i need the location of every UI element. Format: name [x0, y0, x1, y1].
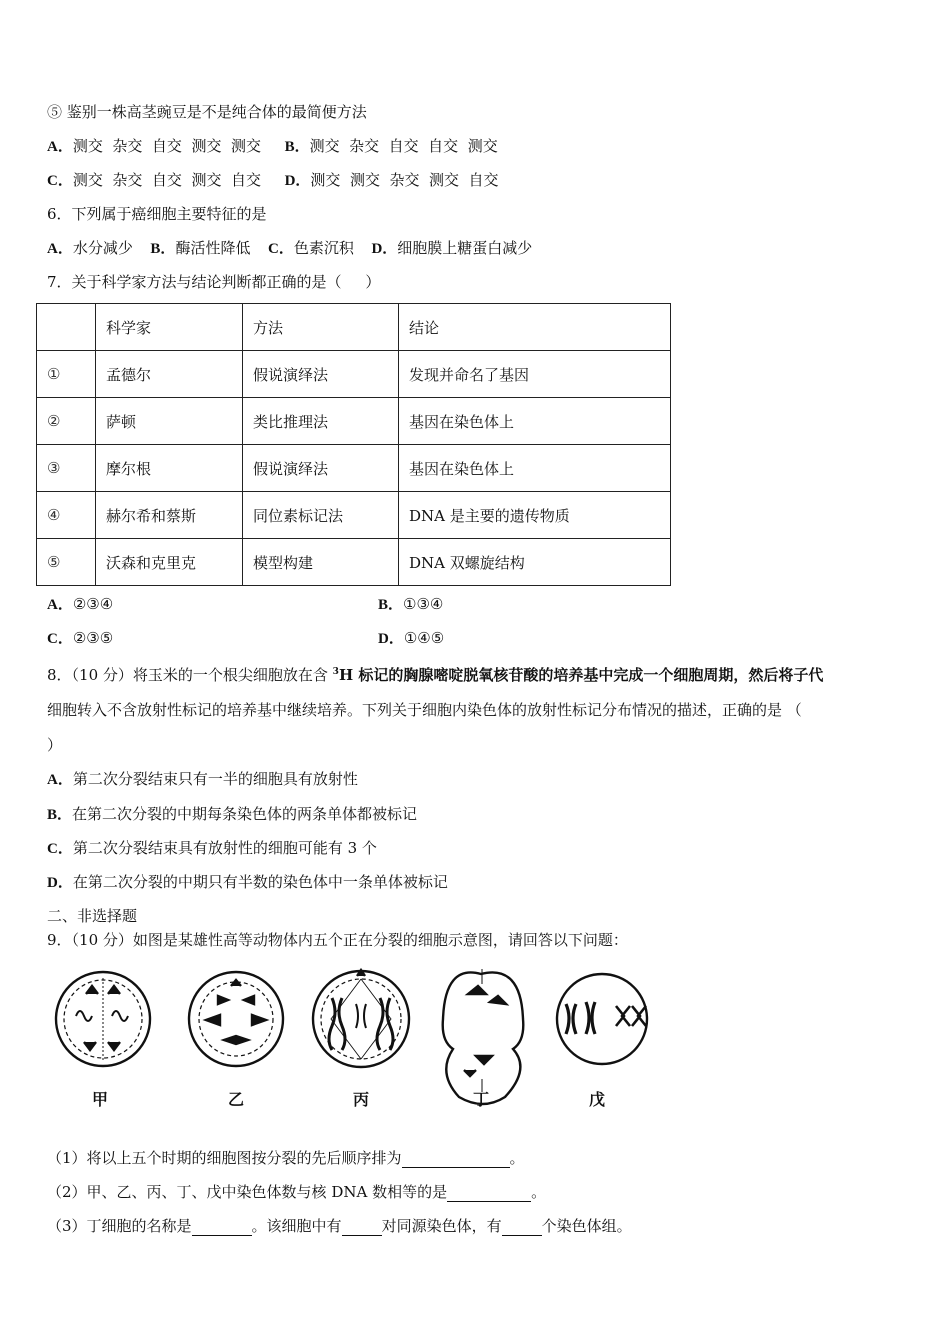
table-cell: 基因在染色体上	[399, 398, 671, 445]
q7-optA-label: A．	[47, 597, 73, 613]
q9-part3	[47, 1216, 632, 1236]
q8-optB-value: 在第二次分裂的中期每条染色体的两条单体都被标记	[72, 805, 418, 823]
table-cell: 假说演绎法	[243, 351, 399, 398]
q8-optC	[47, 838, 377, 859]
cell-label-bing: 丙	[353, 1090, 370, 1109]
q8-stem-1b: H 标记的胸腺嘧啶脱氧核苷酸的培养基中完成一个细胞周期，然后将子代	[338, 666, 824, 684]
q6-optD-label: D．	[371, 241, 398, 257]
q6-optD: 细胞膜上糖蛋白减少	[397, 239, 533, 257]
table-cell: ⑤	[37, 539, 96, 586]
q9-part1-text: （1）将以上五个时期的细胞图按分裂的先后顺序排为	[47, 1149, 402, 1167]
answer-blank[interactable]	[502, 1219, 542, 1236]
q9-part2	[47, 1182, 546, 1202]
table-cell: 基因在染色体上	[399, 445, 671, 492]
q9-part3-c: 对同源染色体，有	[381, 1217, 502, 1235]
table-cell: ①	[37, 351, 96, 398]
cell-ding-diagram	[443, 969, 524, 1104]
table-cell: DNA 双螺旋结构	[399, 539, 671, 586]
table-row	[37, 351, 671, 398]
table-header-cell: 方法	[243, 304, 399, 351]
q5-optD-label: D．	[284, 173, 311, 189]
q6-optB: 酶活性降低	[175, 239, 251, 257]
q5-options-ab	[47, 136, 498, 157]
q7-optC-label: C．	[47, 631, 73, 647]
q9-part1-end: 。	[509, 1149, 525, 1167]
q7-optC-value: ②③⑤	[72, 629, 114, 647]
q5-item5: ⑤ 鉴别一株高茎豌豆是不是纯合体的最简便方法	[47, 103, 367, 121]
table-cell: 沃森和克里克	[96, 539, 243, 586]
q8-stem-line1	[47, 662, 823, 685]
cell-label-jia: 甲	[92, 1090, 109, 1109]
q7-optC	[47, 628, 113, 649]
q9-part3-a: （3）丁细胞的名称是	[47, 1217, 192, 1235]
answer-blank[interactable]	[402, 1151, 510, 1168]
q8-stem-line2: 细胞转入不含放射性标记的培养基中继续培养。下列关于细胞内染色体的放射性标记分布情况的描述，正确的是 （	[47, 701, 802, 719]
table-cell: ②	[37, 398, 96, 445]
q6-stem: 6．下列属于癌细胞主要特征的是	[47, 205, 267, 223]
q9-stem: 9．（10 分）如图是某雄性高等动物体内五个正在分裂的细胞示意图，请回答以下问题：	[47, 931, 628, 949]
q6-optB-label: B．	[150, 241, 176, 257]
q8-stem-1a: 8．（10 分）将玉米的一个根尖细胞放在含	[47, 666, 333, 684]
q9-part1	[47, 1148, 525, 1168]
q6-optC: 色素沉积	[293, 239, 354, 257]
q9-part3-b: 。该细胞中有	[251, 1217, 342, 1235]
table-cell: 假说演绎法	[243, 445, 399, 492]
table-row	[37, 398, 671, 445]
q5-options-cd	[47, 170, 499, 191]
q7-optD-value: ①④⑤	[403, 629, 445, 647]
answer-blank[interactable]	[447, 1185, 531, 1202]
q8-optC-value: 第二次分裂结束具有放射性的细胞可能有 3 个	[72, 839, 377, 857]
cell-label-ding: 丁	[473, 1090, 490, 1109]
q7-optD-label: D．	[378, 631, 404, 647]
table-row	[37, 539, 671, 586]
answer-blank[interactable]	[192, 1219, 252, 1236]
cell-label-yi: 乙	[228, 1090, 245, 1109]
q7-optA-value: ②③④	[72, 595, 114, 613]
q7-optB-label: B．	[378, 597, 404, 613]
q6-options	[47, 238, 532, 259]
table-header-cell: 结论	[399, 304, 671, 351]
q8-superscript: 3	[332, 667, 339, 677]
q9-part2-text: （2）甲、乙、丙、丁、戊中染色体数与核 DNA 数相等的是	[47, 1183, 448, 1201]
q6-optC-label: C．	[268, 241, 294, 257]
q9-part3-d: 个染色体组。	[541, 1217, 632, 1235]
table-cell: DNA 是主要的遗传物质	[399, 492, 671, 539]
cell-jia-diagram	[56, 972, 150, 1066]
q6-optA: 水分减少	[72, 239, 133, 257]
section-title: 二、非选择题	[47, 907, 138, 925]
q8-optA-label: A．	[47, 772, 73, 788]
q8-optB	[47, 804, 417, 825]
q8-optD-label: D．	[47, 875, 73, 891]
table-cell: 同位素标记法	[243, 492, 399, 539]
table-row	[37, 445, 671, 492]
table-cell: 发现并命名了基因	[399, 351, 671, 398]
q7-optA	[47, 594, 113, 615]
table-header-row	[37, 304, 671, 351]
q5-optA: 测交 杂交 自交 测交 测交	[72, 137, 261, 155]
table-header-cell	[37, 304, 96, 351]
q7-stem: 7．关于科学家方法与结论判断都正确的是（ ）	[47, 273, 381, 291]
cell-label-wu: 戊	[589, 1090, 606, 1109]
q8-optA	[47, 769, 358, 790]
table-cell: ③	[37, 445, 96, 492]
table-cell: 摩尔根	[96, 445, 243, 492]
q7-optB	[378, 594, 443, 615]
q5-optB-label: B．	[284, 139, 310, 155]
q8-optB-label: B．	[47, 807, 73, 823]
q8-stem-line3: ）	[47, 736, 63, 754]
answer-blank[interactable]	[342, 1219, 382, 1236]
q7-optB-value: ①③④	[403, 595, 444, 613]
table-header-cell: 科学家	[96, 304, 243, 351]
cell-wu-diagram	[557, 974, 647, 1064]
scientist-table	[36, 303, 671, 586]
q5-optB: 测交 杂交 自交 自交 测交	[309, 137, 498, 155]
q8-optA-value: 第二次分裂结束只有一半的细胞具有放射性	[72, 770, 358, 788]
table-cell: ④	[37, 492, 96, 539]
table-cell: 模型构建	[243, 539, 399, 586]
table-cell: 类比推理法	[243, 398, 399, 445]
cell-bing-diagram	[313, 970, 409, 1067]
table-cell: 孟德尔	[96, 351, 243, 398]
q6-optA-label: A．	[47, 241, 73, 257]
q5-optA-label: A．	[47, 139, 73, 155]
table-row	[37, 492, 671, 539]
q7-optD	[378, 628, 444, 649]
table-cell: 赫尔希和蔡斯	[96, 492, 243, 539]
q5-optC: 测交 杂交 自交 测交 自交	[72, 171, 261, 189]
q5-optD: 测交 测交 杂交 测交 自交	[310, 171, 499, 189]
table-cell: 萨顿	[96, 398, 243, 445]
q9-part2-end: 。	[531, 1183, 547, 1201]
q8-optD	[47, 872, 448, 893]
cell-yi-diagram	[189, 972, 283, 1066]
q5-optC-label: C．	[47, 173, 73, 189]
q8-optD-value: 在第二次分裂的中期只有半数的染色体中一条单体被标记	[72, 873, 448, 891]
q8-optC-label: C．	[47, 841, 73, 857]
